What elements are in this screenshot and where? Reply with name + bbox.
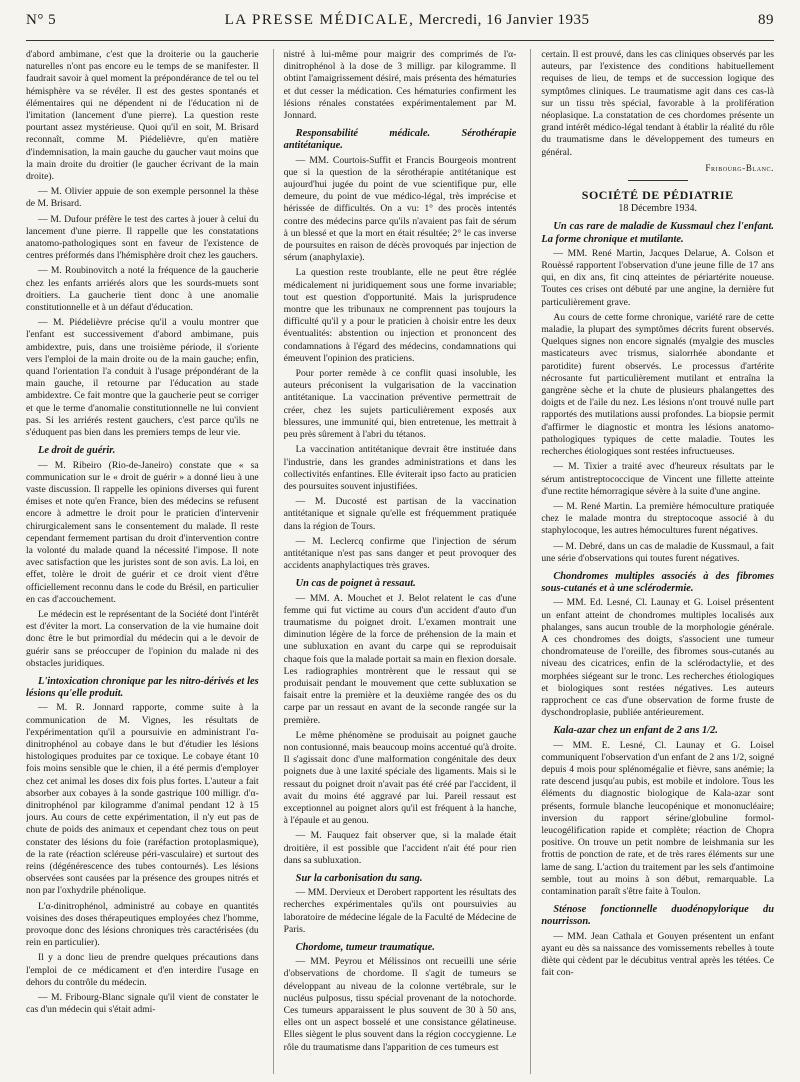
issue-number: N° 5 xyxy=(26,12,57,28)
paragraph: — MM. René Martin, Jacques Delarue, A. Colson et Rouèssé rapportent l'observation d'une jeune fille de 17 ans qui, en dix ans, fit cinq atteintes de périartérite noueuse. Toutes ces crises ont débuté par une angine, la dernière fut particulièrement grave. xyxy=(541,247,774,308)
running-header xyxy=(26,12,774,41)
column-1 xyxy=(26,49,259,1074)
section-heading: Un cas rare de maladie de Kussmaul chez l'enfant. La forme chronique et mutilante. xyxy=(541,221,774,245)
paragraph: — M. Olivier appuie de son exemple personnel la thèse de M. Brisard. xyxy=(26,186,259,210)
paragraph: La question reste troublante, elle ne peut être réglée médicalement ni juridiquement sous une forme invariable; tout est question d'opportunité. Mais la jurisprudence montre que les tribunaux ne comprennent pas toujours la difficulté qu'il y a pour le praticien à choisir entre les deux éventualités: abstention ou injection et prononcent des condamnations à l'égard des médecins, condamnations qui émeuvent l'opinion des praticiens. xyxy=(283,267,517,364)
section-heading: Un cas de poignet à ressaut. xyxy=(295,578,416,590)
paragraph: — M. Fribourg-Blanc signale qu'il vient de constater le cas d'un médecin qui s'était admi- xyxy=(26,992,259,1016)
paragraph: — MM. Dervieux et Derobert rapportent les résultats des recherches expérimentales qu'ils ont poursuivies au laboratoire de médecine légale de la Faculté de Médecine de Paris. xyxy=(283,887,517,935)
section-heading: Responsabilité médicale. Sérothérapie antitétanique. xyxy=(283,128,517,152)
column-3 xyxy=(530,49,774,1074)
paragraph: — MM. E. Lesné, Cl. Launay et G. Loisel communiquent l'observation d'un enfant de 2 ans 1/2, soigné depuis 4 mois pour splénomégalie et fièvre, sans anémie; la rate descend jusqu'au pubis, est mobile et indolore. Tous les éléments du diagnostic biologique de Kala-azar sont présents, formule blanche leucopénique et mononucléaire; inversion du rapport sérine/globuline formol-leucogélification rapide et complète; réaction de Chopra positive. On trouve un petit nombre de leishmania sur les frottis de ponction de rate, et de très rares éléments sur une lame de sang. L'action du traitement par les sels d'antimoine semble, tout au moins à son début, remarquable. La contamination paraît s'être faite à Toulon. xyxy=(541,739,774,897)
session-date: 18 Décembre 1934. xyxy=(618,203,697,215)
paragraph: — M. Fauquez fait observer que, si la malade était droitière, il est possible que l'accident n'ait été pour rien dans sa subluxation. xyxy=(283,830,517,866)
paragraph: Au cours de cette forme chronique, variété rare de cette maladie, la plupart des symptômes décrits furent observés. Quelques signes non encore signalés (myalgie des muscles masticateurs avec trismus, sialorrhée abondante et parotidite) furent observés. Le processus d'artérite nécrosante fut particulièrement mutilant et entraîna la gangrène sèche et la chute de plusieurs phalangettes des doigts et de l'aile du nez. Les lésions n'ont trouvé nulle part rapportés des mutilations aussi profondes. La biopsie permit d'affirmer le diagnostic et montra les lésions anatomo-pathologiques typiques de cette maladie. Toutes les recherches étiologiques sont restées infructueuses. xyxy=(541,311,774,458)
journal-title: LA PRESSE MÉDICALE, xyxy=(224,12,415,28)
divider xyxy=(628,180,688,181)
society-title: SOCIÉTÉ DE PÉDIATRIE xyxy=(581,188,734,203)
page-number: 89 xyxy=(758,12,774,28)
paragraph: La vaccination antitétanique devrait être instituée dans l'industrie, dans les grandes administrations et dans les collectivités enfantines. Elle éviterait ipso facto au praticien des poursuites souvent injustifiées. xyxy=(283,444,517,492)
paragraph: — MM. Peyrou et Mélissinos ont recueilli une série d'observations de chordome. Il s'agit de tumeurs se développant au niveau de la colonne vertébrale, sur le nucléus pulposus, tissu spécial provenant de la notochorde. Ces tumeurs apparaissent le plus souvent de 30 à 50 ans, elles ont un aspect bosselé et une consistance gélatineuse. Elles siègent le plus souvent dans la région coccygienne. Le rôle du traumatisme dans l'apparition de ces tumeurs est xyxy=(283,956,517,1053)
paragraph: — M. Tixier a traité avec d'heureux résultats par le sérum antistreptococcique de Vincent une fillette atteinte d'une rectite hémorragique sévère à la suite d'une angine. xyxy=(541,461,774,497)
paragraph: — MM. A. Mouchet et J. Belot relatent le cas d'une femme qui fut victime au cours d'un accident d'auto d'un traumatisme du poignet droit. L'examen montrait une diminution légère de la force de préhension de la main et une subluxation en avant du carpe qui se reproduisait chaque fois que la malade portait sa main en flexion dorsale. Les radiographies montrèrent que le ressaut qui se produisait pendant le mouvement que cette subluxation se faisait entre la première et la deuxième rangée des os du carpe par un ressaut en avant de la seconde rangée sur la première. xyxy=(283,592,517,726)
paragraph: L'α-dinitrophénol, administré au cobaye en quantités voisines des doses thérapeutiques employées chez l'homme, provoque donc des lésions chroniques très caractérisées (du rein en particulier). xyxy=(26,900,259,949)
paragraph: — M. Ducosté est partisan de la vaccination antitétanique et signale qu'elle est fréquemment pratiquée dans la région de Tours. xyxy=(283,496,517,532)
paragraph: — M. René Martin. La première hémoculture pratiquée chez le malade montra du streptocoque associé à du staphylocoque, les autres hémocultures furent négatives. xyxy=(541,500,774,537)
paragraph: nistré à lui-même pour maigrir des comprimés de l'α-dinitrophénol à la dose de 3 milligr. par kilogramme. Il obtint l'amaigrissement désiré, mais présenta des hématuries et dut cesser la médication. Ces hématuries confirment les lésions rénales constatées expérimentalement par M. Jonnard. xyxy=(283,49,517,122)
paragraph: — MM. Ed. Lesné, Cl. Launay et G. Loisel présentent un enfant atteint de chondromes multiples localisés aux phalanges, sans aucun trouble de la morphologie générale. A ces chondromes des doigts, s'associent une tumeur chondromateuse de l'oreille, des fibromes sous-cutanés au niveau des cicatrices, enfin de la sclérodactylie, et des morphées siégeant sur le tronc. Les recherches étiologiques et biologiques sont restées négatives. Les auteurs rapprochent ce cas d'une observation de forme fruste de dyschondroplasie, publiée antérieurement. xyxy=(541,597,774,719)
article-columns xyxy=(26,49,774,1074)
section-heading: Chordome, tumeur traumatique. xyxy=(295,942,435,954)
paragraph: Le médecin est le représentant de la Société dont l'intérêt est d'éviter la mort. La conservation de la vie humaine doit donc être le but primordial du médecin qui a le devoir de guérir sans se préoccuper de l'opinion du malade ni des obstacles juridiques. xyxy=(26,608,259,669)
paragraph: — M. Roubinovitch a noté la fréquence de la gaucherie chez les enfants arriérés alors que les sourds-muets sont droitiers. La gaucherie tient donc à une anomalie constitutionnelle et à un défaut d'éducation. xyxy=(26,265,259,314)
column-2 xyxy=(273,49,517,1074)
paragraph: d'abord ambimane, c'est que la droiterie ou la gaucherie naturelles n'ont pas encore eu le temps de se manifester. Il faudrait savoir à quel moment la prépondérance de tel ou tel hémisphère va se révéler. Il est des gestes spontanés et élémentaires qui ne dépendent ni de l'éducation ni de l'imitation (lancement d'une pierre). La question reste pourtant assez mystérieuse. Quoi qu'il en soit, M. Brisard reconnaît, comme M. Piédelièvre, qu'en matière d'indemnisation, la main gauche du gaucher vaut moins que la main droite du droitier (le gaucher écrivant de la main droite). xyxy=(26,49,259,183)
paragraph: — M. Ribeiro (Rio-de-Janeiro) constate que « sa communication sur le « droit de guérir » a donné lieu à une vaste discussion. Il rappelle les opinions diverses qui furent émises et note qu'en France, bien des médecins se refusent encore à admettre le droit pour le praticien d'intervenir chirurgicalement sans le consentement du malade. Il reste cependant fermement partisan du droit d'intervention contre la volonté du malade quand la nécessité l'impose. Il note avec satisfaction que les juristes sont de son avis. La loi, en effet, tolère le droit de guérir et ce droit vient d'être officiellement reconnu dans le code du Brésil, en particulier en cas d'accouchement. xyxy=(26,459,259,605)
paragraph: — M. Debré, dans un cas de maladie de Kussmaul, a fait une série d'observations qui toutes furent négatives. xyxy=(541,540,774,564)
paragraph: — M. Piédelièvre précise qu'il a voulu montrer que l'enfant est successivement d'abord ambimane, puis ambidextre, puis, dans une troisième période, il s'oriente vers l'emploi de la main droite ou de la main gauche; enfin, quand l'orientation l'a conduit à l'usage prépondérant de la main gauche, il retourne par l'éducation au stade ambidextre. Ce fait montre que la gaucherie peut se corriger et que le terme d'anomalie constitutionnelle ne lui convient pas. Si les arriérés restent gauchers, c'est parce qu'ils ne s'éduquent pas bien dans les premiers temps de leur vie. xyxy=(26,317,259,439)
section-heading: L'intoxication chronique par les nitro-dérivés et les lésions qu'elle produit. xyxy=(26,675,259,700)
paragraph: — MM. Courtois-Suffit et Francis Bourgeois montrent que si la question de la sérothérapie antitétanique est aujourd'hui jugée du point de vue scientifique pur, elle demeure, du point de vue médico-légal, très imprécise et hérissée de difficultés. On a vu: 1° des procès intentés contre des médecins parce qu'ils n'avaient pas fait de sérum à un blessé et que la mort en était résultée; 2° le cas inverse de poursuites en raison de décès provoqués par injection de sérum (anaphylaxie). xyxy=(283,154,517,264)
paragraph: — MM. Jean Cathala et Gouyen présentent un enfant ayant eu dès sa naissance des vomissements rebelles à toute diète qui cèdent par le décubitus ventral après les tétées. Ce fait con- xyxy=(541,930,774,979)
paragraph: — M. Dufour préfère le test des cartes à jouer à celui du lancement d'une pierre. Il rappelle que les constatations anatomo-pathologiques sont en faveur de l'existence de centres préformés dans l'hémisphère droit chez les gauchers. xyxy=(26,213,259,262)
section-heading: Sténose fonctionnelle duodénopylorique du nourrisson. xyxy=(541,904,774,928)
section-heading: Sur la carbonisation du sang. xyxy=(295,873,423,884)
section-heading: Le droit de guérir. xyxy=(38,445,116,457)
paragraph: — M. R. Jonnard rapporte, comme suite à la communication de M. Vignes, les résultats de l'expérimentation qu'il a poursuivie en administrant l'α-dinitrophénol au cobaye dans le but d'étudier les lésions histologiques produites par ce toxique. Le cobaye étant 10 fois moins sensible que le chien, il a été permis d'employer chez cet animal les doses dix fois plus fortes. L'auteur a fait absorber aux cobayes à la sonde gastrique 100 milligr. d'α-dinitrophénol par kilogramme d'animal pendant 12 à 15 jours. Au cours de cette expérimentation, il n'y eut pas de chute de poids des animaux et cependant chez tous on peut constater des lésions du foie (raréfaction protoplasmique), de la rate (réaction scléreuse péri-vasculaire) et surtout des reins (dégénérescence des tubes contournés). Les lésions observées sont causées par la présence des groupes nitrés et non par l'oxhydrile phénolique. xyxy=(26,702,259,897)
paragraph: Le même phénomène se produisait au poignet gauche non contusionné, mais beaucoup moins accentué qu'à droite. Il s'agissait donc d'une malformation congénitale des deux poignets due à une laxité spéciale des ligaments. Mais si le ressaut du poignet droit n'avait pas été créé par l'accident, il avait du moins été aggravé par lui. Pareil ressaut est exceptionnel au poignet alors qu'il est fréquent à la hanche, à l'épaule et au genou. xyxy=(283,729,517,827)
journal-title-line xyxy=(56,12,758,29)
section-heading: Chondromes multiples associés à des fibromes sous-cutanés et à une sclérodermie. xyxy=(541,570,774,595)
paragraph: Pour porter remède à ce conflit quasi insoluble, les auteurs préconisent la vulgarisation de la vaccination antitétanique. La vaccination préventive permettrait de créer, chez les sujets particulièrement exposés aux blessures, une immunité qui, bien entretenue, les mettrait à peu près sûrement à l'abri du tétanos. xyxy=(283,368,517,441)
issue-date: Mercredi, 16 Janvier 1935 xyxy=(418,12,590,28)
section-heading: Kala-azar chez un enfant de 2 ans 1/2. xyxy=(553,725,718,737)
paragraph: Il y a donc lieu de prendre quelques précautions dans l'emploi de ce médicament et d'en interdire l'usage en dehors du contrôle du médecin. xyxy=(26,952,259,988)
paragraph: — M. Leclercq confirme que l'injection de sérum antitétanique n'est pas sans danger et peut provoquer des accidents anaphylactiques très graves. xyxy=(283,535,517,572)
author-signature: Fribourg-Blanc. xyxy=(705,162,774,173)
paragraph: certain. Il est prouvé, dans les cas cliniques observés par les auteurs, par l'existence des conditions habituellement requises de lieu, de temps et de succession logique des symptômes cliniques. Le traumatisme agit dans ces cas-là sur un tissu très spécial, favorable à la prolifération néoplasique. La constatation de ces chordomes présente un grand intérêt médico-légal tendant à établir la réalité du rôle du traumatisme dans le développement des tumeurs en général. xyxy=(541,49,774,158)
